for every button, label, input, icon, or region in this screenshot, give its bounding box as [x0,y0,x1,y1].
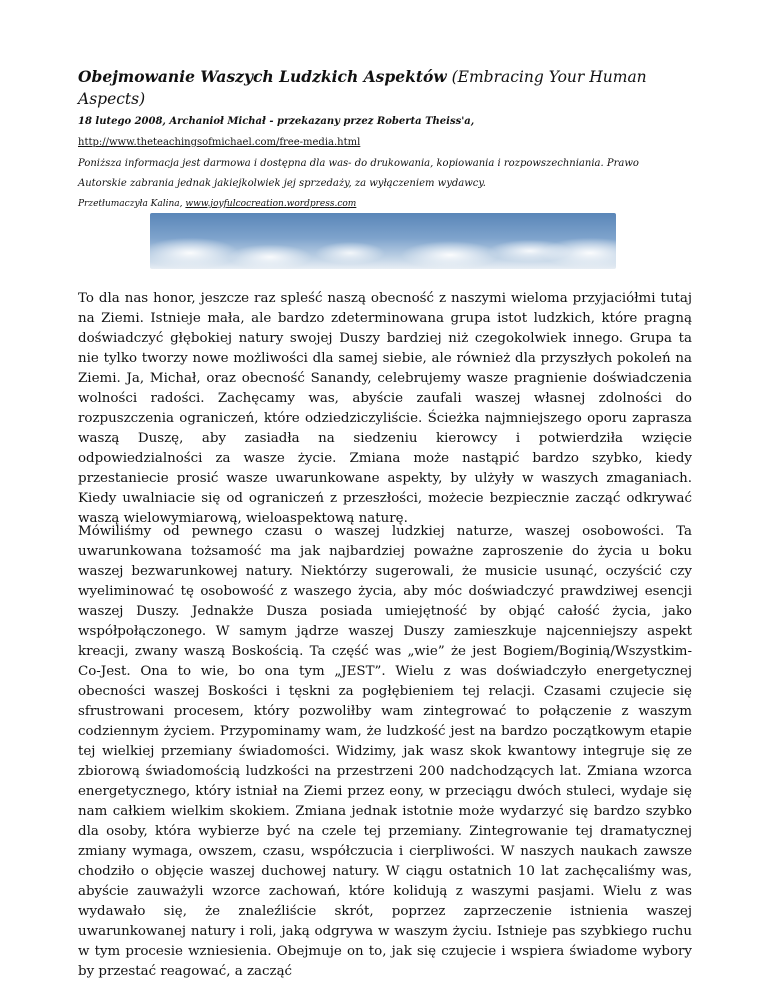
body-paragraph-2: Mówiliśmy od pewnego czasu o waszej ludzkiej naturze, waszej osobowości. Ta uwarunkowana tożsamość ma jak najbardziej poważne zaproszenie do życia u boku waszej bezwarunkowej natury. Niektórzy sugerowali, że musicie usunąć, oczyścić czy wyeliminować tę osobowość z waszego życia, aby móc doświadczyć prawdziwej esencji waszej Duszy. Jednakże Dusza posiada umiejętność by objąć całość życia, jako współpołączonego. W samym jądrze waszej Duszy zamieszkuje najcenniejszy aspekt kreacji, zwany waszą Boskością. Ta część was „wie” że jest Bogiem/Boginią/Wszystkim-Co-Jest. Ona to wie, bo ona tym „JEST”. Wielu z was doświadczyło energetycznej obecności waszej Boskości i tęskni za pogłębieniem tej relacji. Czasami czujecie się sfrustrowani procesem, który pozwoliłby wam zintegrować to połączenie z waszym codziennym życiem. Przypominamy wam, że ludzkość jest na bardzo początkowym etapie tej wielkiej przemiany świadomości. Widzimy, jak wasz skok kwantowy integruje się ze zbiorową świadomością ludzkości na przestrzeni 200 nadchodzących lat. Zmiana wzorca energetycznego, który istniał na Ziemi przez eony, w przeciągu dwóch stuleci, wydaje się nam całkiem wielkim skokiem. Zmiana jednak istotnie może wydarzyć się bardzo szybko dla osoby, która wybierze być na czele tej przemiany. Zintegrowanie tej dramatycznej zmiany wymaga, owszem, czasu, współczucia i cierpliwości. W naszych naukach zawsze chodziło o objęcie waszej duchowej natury. W ciągu ostatnich 10 lat zachęcaliśmy was, abyście zauważyli wzorce zachowań, które kolidują z waszymi pasjami. Wielu z was wydawało się, że znaleźliście skrót, poprzez zaprzeczenie istnienia waszej uwarunkowanej natury i roli, jaką odgrywa w waszym życiu. Istnieje pas szybkiego ruchu w tym procesie wzniesienia. Obejmuje on to, jak się czujecie i wspiera świadome wybory by przestać reagować, a zacząć [78,524,692,979]
copyright-line-2: Autorskie zabrania jednak jakiejkolwiek jej sprzedaży, za wyłączeniem wydawcy. [78,178,486,189]
title-polish: Obejmowanie Waszych Ludzkich Aspektów [78,67,447,86]
source-url-line [78,136,698,150]
translator-prefix: Przetłumaczyła Kalina, [78,199,186,209]
translator-link[interactable]: www.joyfulcocreation.wordpress.com [185,199,357,209]
copyright-line-1: Poniższa informacja jest darmowa i dostępna dla was- do drukowania, kopiowania i rozpowszechniania. Prawo [78,158,639,169]
source-url-link[interactable]: http://www.theteachingsofmichael.com/free-media.html [78,137,361,148]
title-english: (Embracing Your Human Aspects) [78,68,647,108]
translator-line [78,197,698,211]
page-title [78,66,698,110]
sky-banner-image [150,213,616,269]
body-paragraph-1: To dla nas honor, jeszcze raz spleść naszą obecność z naszymi wieloma przyjaciółmi tutaj na Ziemi. Istnieje mała, ale bardzo zdeterminowana grupa istot ludzkich, które pragną doświadczyć głębokiej natury swojej Duszy bardziej niż czegokolwiek innego. Grupa ta nie tylko tworzy nowe możliwości dla samej siebie, ale również dla przyszłych pokoleń na Ziemi. Ja, Michał, oraz obecność Sanandy, celebrujemy wasze pragnienie doświadczenia wolności radości. Zachęcamy was, abyście zaufali waszej własnej zdolności do rozpuszczenia ograniczeń, które odziedziczyliście. Ścieżka najmniejszego oporu zaprasza waszą Duszę, aby zasiadła na siedzeniu kierowcy i potwierdziła wzięcie odpowiedzialności za wasze życie. Zmiana może nastąpić bardzo szybko, kiedy przestaniecie prosić wasze uwarunkowane aspekty, by ulżyły w waszych zmaganiach. Kiedy uwalniacie się od ograniczeń z przeszłości, możecie bezpiecznie zacząć odkrywać waszą wielowymiarową, wieloaspektową naturę. [78,291,692,526]
date-author-line: 18 lutego 2008, Archanioł Michał - przekazany przez Roberta Theiss'a, [78,116,475,127]
